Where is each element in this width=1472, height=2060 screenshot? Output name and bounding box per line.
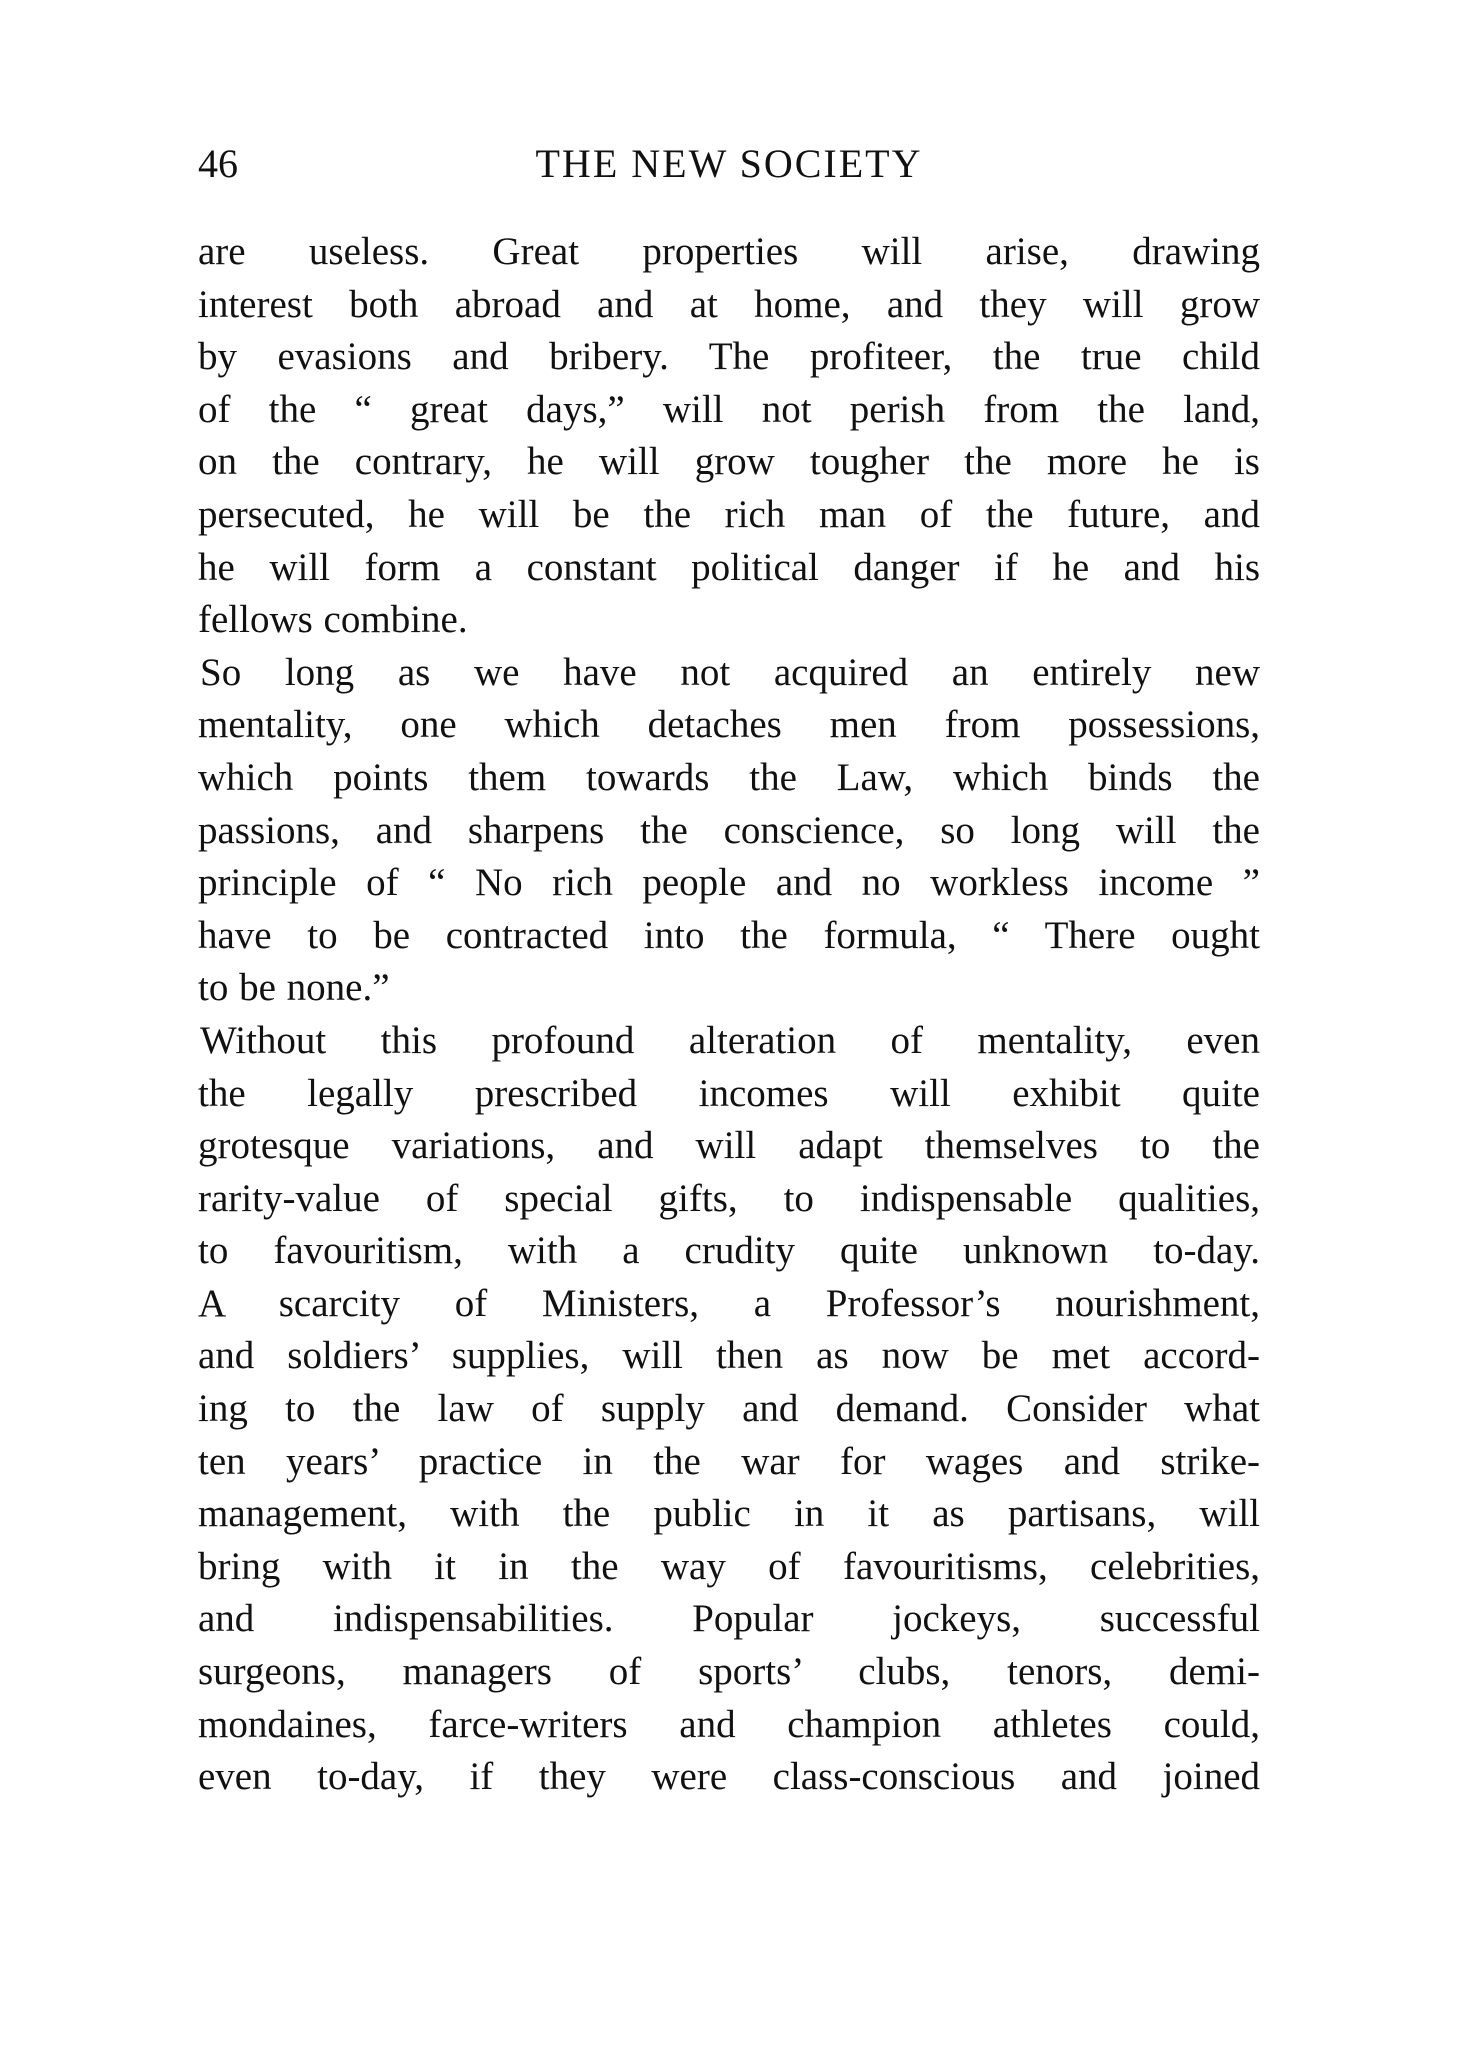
text-line: So long as we have not acquired an entirely new [200, 650, 1260, 694]
text-line: and soldiers’ supplies, will then as now be met accord- [198, 1334, 1260, 1378]
text-line: he will form a constant political danger if he and his [198, 545, 1260, 589]
text-line: Without this profound alteration of mentality, even [200, 1018, 1260, 1062]
text-line: and indispensabilities. Popular jockeys, successful [198, 1597, 1260, 1641]
text-line: mondaines, farce-writers and champion athletes could, [198, 1702, 1260, 1746]
page-number: 46 [198, 141, 238, 186]
text-line: grotesque variations, and will adapt themselves to the [198, 1124, 1260, 1168]
text-line: A scarcity of Ministers, a Professor’s nourishment, [198, 1281, 1260, 1325]
text-line: fellows combine. [198, 598, 468, 642]
text-line: ten years’ practice in the war for wages and strike- [198, 1439, 1260, 1483]
text-line: have to be contracted into the formula, “ There ought [198, 913, 1260, 957]
text-line: interest both abroad and at home, and they will grow [198, 282, 1260, 326]
text-line: of the “ great days,” will not perish from the land, [198, 387, 1260, 431]
text-line: the legally prescribed incomes will exhibit quite [198, 1071, 1260, 1115]
text-line: ing to the law of supply and demand. Consider what [198, 1387, 1260, 1431]
text-line: bring with it in the way of favouritisms, celebrities, [198, 1544, 1260, 1588]
text-line: by evasions and bribery. The profiteer, the true child [198, 335, 1260, 379]
text-line: on the contrary, he will grow tougher the more he is [198, 440, 1260, 484]
text-line: management, with the public in it as partisans, will [198, 1492, 1260, 1536]
text-line: persecuted, he will be the rich man of the future, and [198, 492, 1260, 536]
text-line: principle of “ No rich people and no workless income ” [198, 861, 1260, 905]
text-line: mentality, one which detaches men from possessions, [198, 703, 1260, 747]
text-line: rarity-value of special gifts, to indispensable qualities, [198, 1176, 1260, 1220]
page-header [198, 140, 1260, 190]
text-line: are useless. Great properties will arise, drawing [198, 230, 1260, 273]
text-line: surgeons, managers of sports’ clubs, tenors, demi- [198, 1650, 1260, 1694]
page-body-text [198, 226, 1260, 1804]
text-line: passions, and sharpens the conscience, so long will the [198, 808, 1260, 852]
text-line: to favouritism, with a crudity quite unknown to-day. [198, 1229, 1260, 1273]
text-line: even to-day, if they were class-conscious and joined [198, 1755, 1260, 1799]
text-line: which points them towards the Law, which binds the [198, 755, 1260, 799]
text-line: to be none.” [198, 966, 390, 1010]
running-title: THE NEW SOCIETY [535, 141, 923, 186]
